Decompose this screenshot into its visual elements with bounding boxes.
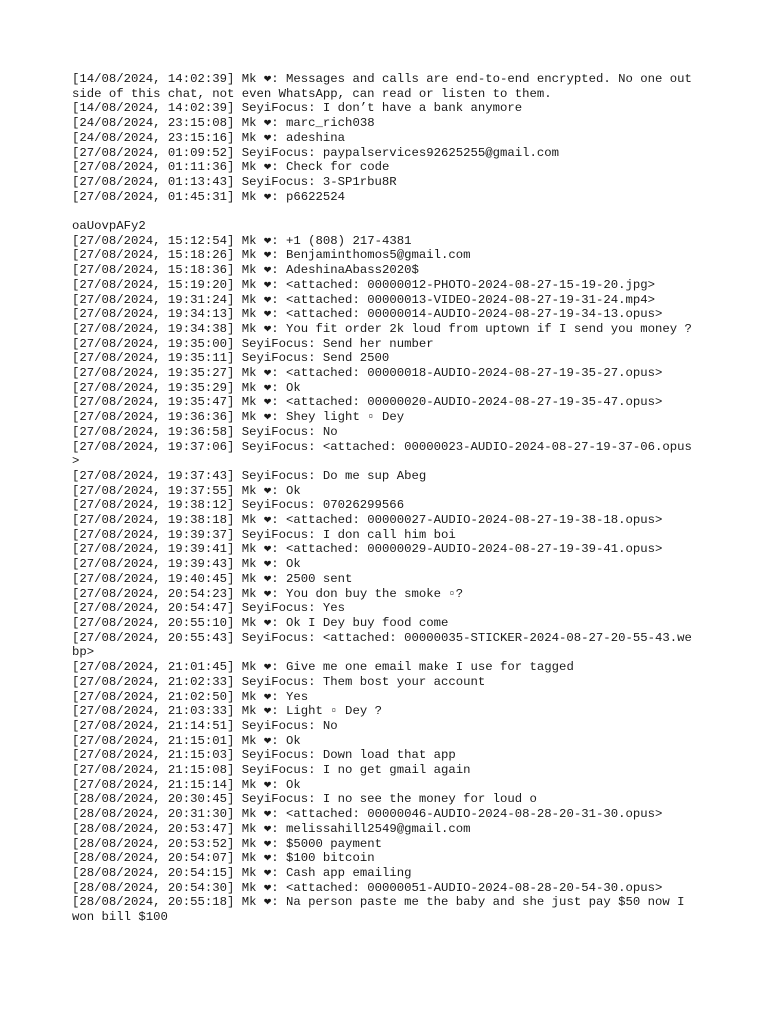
chat-line: [28/08/2024, 20:30:45] SeyiFocus: I no see the money for loud o	[72, 792, 537, 807]
chat-line: [27/08/2024, 15:18:26] Mk ❤: Benjaminthomos5@gmail.com	[72, 248, 471, 263]
chat-line: [27/08/2024, 20:55:43] SeyiFocus: <attached: 00000035-STICKER-2024-08-27-20-55-43.webp>	[72, 630, 692, 660]
chat-line: [27/08/2024, 19:35:29] Mk ❤: Ok	[72, 380, 301, 395]
chat-line: [14/08/2024, 14:02:39] Mk ❤: Messages and calls are end-to-end encrypted. No one outside of this chat, not even WhatsApp, can read or listen to them.	[72, 72, 692, 101]
chat-transcript	[72, 72, 696, 925]
chat-line: [27/08/2024, 19:39:41] Mk ❤: <attached: 00000029-AUDIO-2024-08-27-19-39-41.opus>	[72, 542, 663, 557]
chat-line: [27/08/2024, 19:39:43] Mk ❤: Ok	[72, 557, 301, 572]
chat-line: [27/08/2024, 21:02:50] Mk ❤: Yes	[72, 689, 309, 704]
chat-line: [24/08/2024, 23:15:08] Mk ❤: marc_rich038	[72, 116, 375, 131]
chat-line: [27/08/2024, 20:54:47] SeyiFocus: Yes	[72, 601, 346, 616]
chat-line: [28/08/2024, 20:54:15] Mk ❤: Cash app emailing	[72, 865, 412, 880]
chat-line: [27/08/2024, 15:19:20] Mk ❤: <attached: 00000012-PHOTO-2024-08-27-15-19-20.jpg>	[72, 277, 655, 292]
chat-line: [27/08/2024, 19:34:13] Mk ❤: <attached: 00000014-AUDIO-2024-08-27-19-34-13.opus>	[72, 307, 663, 322]
chat-line: [27/08/2024, 19:37:06] SeyiFocus: <attached: 00000023-AUDIO-2024-08-27-19-37-06.opus>	[72, 439, 692, 469]
chat-line: [27/08/2024, 15:12:54] Mk ❤: +1 (808) 217-4381	[72, 233, 412, 248]
chat-line: [27/08/2024, 19:37:43] SeyiFocus: Do me sup Abeg	[72, 468, 427, 483]
chat-line: oaUovpAFy2	[72, 219, 146, 234]
chat-line: [27/08/2024, 19:35:11] SeyiFocus: Send 2500	[72, 351, 390, 366]
chat-line: [27/08/2024, 21:15:01] Mk ❤: Ok	[72, 733, 301, 748]
chat-line: [27/08/2024, 19:38:18] Mk ❤: <attached: 00000027-AUDIO-2024-08-27-19-38-18.opus>	[72, 513, 663, 528]
chat-line: [27/08/2024, 21:14:51] SeyiFocus: No	[72, 718, 338, 733]
chat-line: [27/08/2024, 21:15:03] SeyiFocus: Down load that app	[72, 748, 456, 763]
chat-line: [27/08/2024, 19:36:58] SeyiFocus: No	[72, 424, 338, 439]
chat-line: [27/08/2024, 19:36:36] Mk ❤: Shey light ▫ Dey	[72, 410, 405, 425]
chat-line: [27/08/2024, 20:55:10] Mk ❤: Ok I Dey buy food come	[72, 616, 449, 630]
chat-line: [27/08/2024, 19:35:47] Mk ❤: <attached: 00000020-AUDIO-2024-08-27-19-35-47.opus>	[72, 395, 663, 410]
chat-line: [27/08/2024, 19:37:55] Mk ❤: Ok	[72, 483, 301, 498]
chat-line: [28/08/2024, 20:31:30] Mk ❤: <attached: 00000046-AUDIO-2024-08-28-20-31-30.opus>	[72, 807, 663, 822]
chat-line: [27/08/2024, 15:18:36] Mk ❤: AdeshinaAbass2020$	[72, 263, 419, 278]
chat-line: [27/08/2024, 01:11:36] Mk ❤: Check for code	[72, 160, 390, 175]
chat-line: [27/08/2024, 19:35:27] Mk ❤: <attached: 00000018-AUDIO-2024-08-27-19-35-27.opus>	[72, 366, 663, 381]
chat-line: [14/08/2024, 14:02:39] SeyiFocus: I don’t have a bank anymore	[72, 101, 523, 116]
chat-line: [27/08/2024, 01:09:52] SeyiFocus: paypalservices92625255@gmail.com	[72, 145, 560, 160]
chat-line: [27/08/2024, 19:40:45] Mk ❤: 2500 sent	[72, 571, 353, 586]
chat-line: [28/08/2024, 20:54:30] Mk ❤: <attached: 00000051-AUDIO-2024-08-28-20-54-30.opus>	[72, 880, 663, 895]
chat-line: [27/08/2024, 19:38:12] SeyiFocus: 07026299566	[72, 498, 405, 513]
chat-line: [28/08/2024, 20:53:47] Mk ❤: melissahill2549@gmail.com	[72, 821, 471, 836]
chat-line: [27/08/2024, 21:02:33] SeyiFocus: Them bost your account	[72, 674, 486, 689]
chat-line: [27/08/2024, 01:13:43] SeyiFocus: 3-SP1rbu8R	[72, 174, 397, 189]
chat-line: [27/08/2024, 19:31:24] Mk ❤: <attached: 00000013-VIDEO-2024-08-27-19-31-24.mp4>	[72, 292, 655, 307]
chat-line: [27/08/2024, 21:01:45] Mk ❤: Give me one email make I use for tagged	[72, 660, 574, 675]
chat-line: [27/08/2024, 21:03:33] Mk ❤: Light ▫ Dey ?	[72, 704, 382, 719]
chat-line: [27/08/2024, 19:34:38] Mk ❤: You fit order 2k loud from uptown if I send you money ?	[72, 321, 692, 336]
chat-line: [28/08/2024, 20:55:18] Mk ❤: Na person paste me the baby and she just pay $50 now I won bill $100	[72, 895, 692, 925]
chat-line: [28/08/2024, 20:54:07] Mk ❤: $100 bitcoin	[72, 851, 375, 866]
chat-line: [28/08/2024, 20:53:52] Mk ❤: $5000 payment	[72, 836, 382, 851]
chat-line: [27/08/2024, 19:35:00] SeyiFocus: Send her number	[72, 336, 434, 351]
chat-line: [27/08/2024, 21:15:08] SeyiFocus: I no get gmail again	[72, 763, 471, 778]
chat-line: [24/08/2024, 23:15:16] Mk ❤: adeshina	[72, 130, 346, 145]
chat-line: [27/08/2024, 21:15:14] Mk ❤: Ok	[72, 777, 301, 792]
chat-line	[72, 204, 696, 219]
chat-transcript-page	[72, 72, 696, 925]
chat-line: [27/08/2024, 01:45:31] Mk ❤: p6622524	[72, 189, 346, 204]
chat-line: [27/08/2024, 19:39:37] SeyiFocus: I don call him boi	[72, 527, 456, 542]
chat-line: [27/08/2024, 20:54:23] Mk ❤: You don buy the smoke ▫?	[72, 586, 464, 601]
